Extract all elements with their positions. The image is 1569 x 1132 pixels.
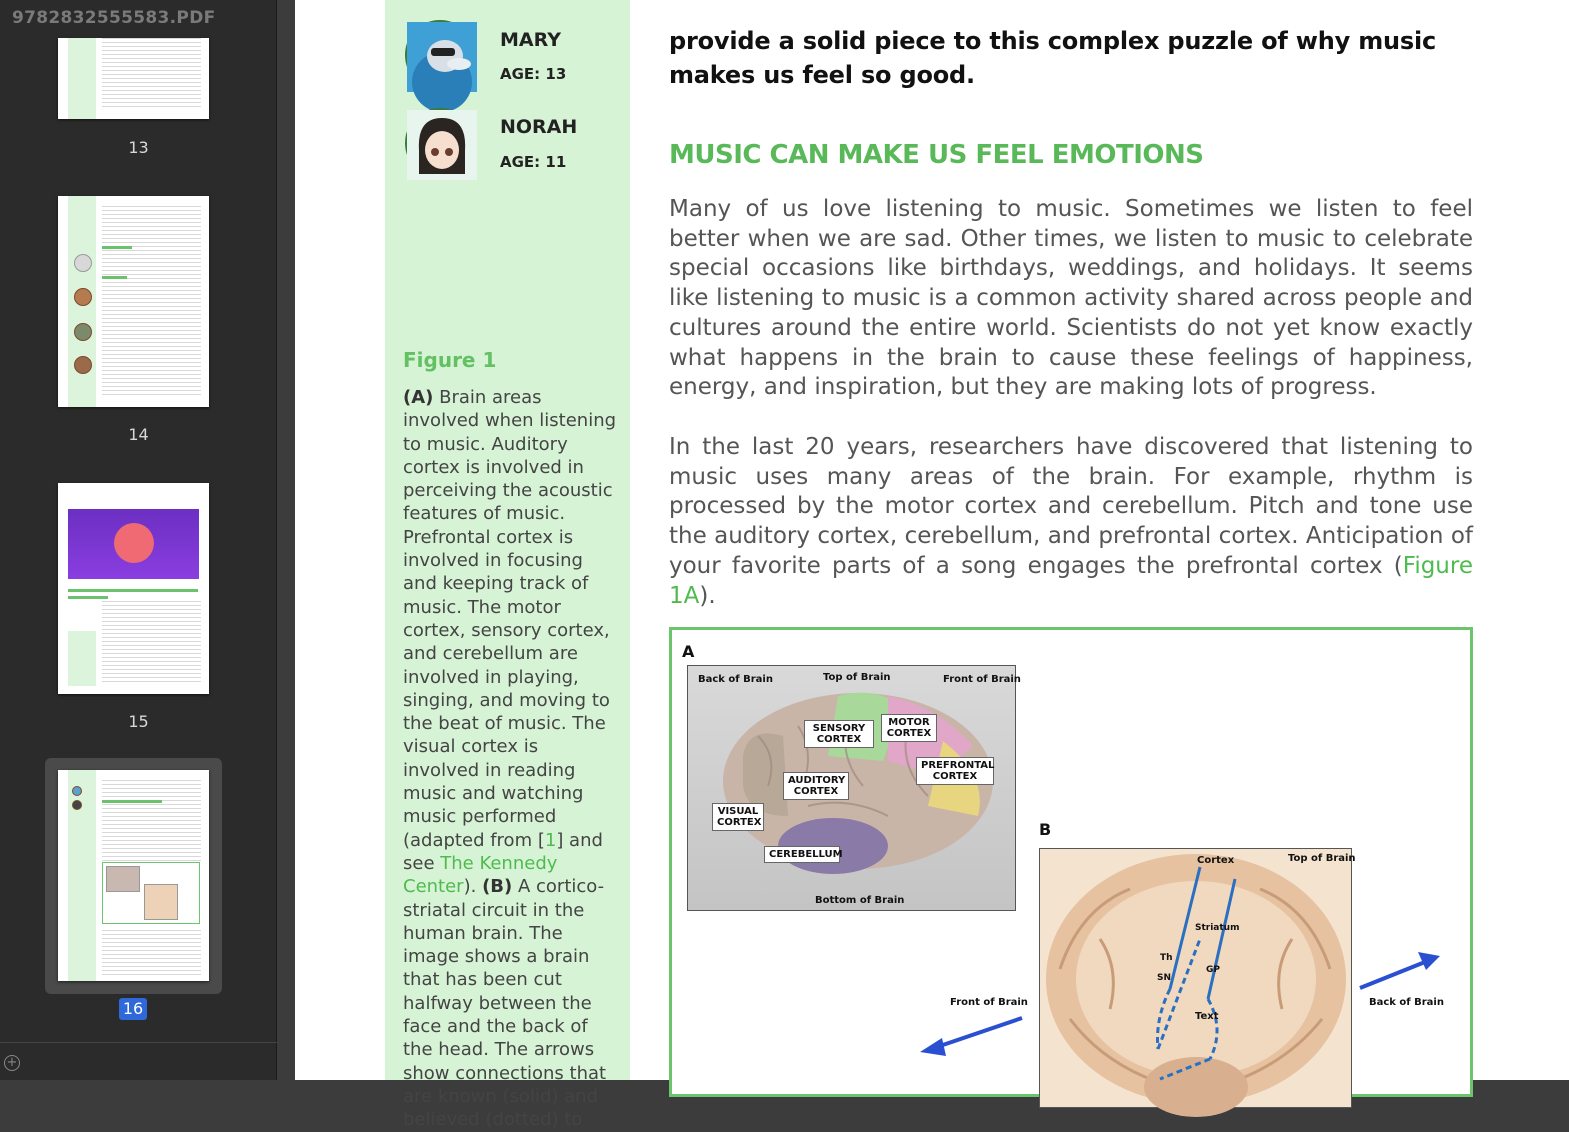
label-gp: GP (1206, 965, 1220, 975)
reviewer-name-mary: MARY (500, 29, 561, 51)
arrow-front-icon (920, 1018, 1022, 1056)
label-cerebellum: CEREBELLUM (764, 846, 840, 863)
page-number-14: 14 (128, 425, 149, 444)
page-thumbnail-13[interactable] (58, 38, 209, 119)
label-bottom-of-brain: Bottom of Brain (815, 895, 905, 906)
panel-b-letter: B (1039, 820, 1052, 839)
arrow-back-icon (1360, 952, 1440, 988)
sidebar-footer (0, 1042, 277, 1080)
reference-link-1[interactable]: 1 (544, 829, 557, 851)
page-thumbnail-16[interactable] (58, 770, 209, 981)
thumbnail-sidebar (0, 0, 277, 1080)
page-number-15: 15 (128, 712, 149, 731)
panel-b-cortico-striatal-circuit (1039, 848, 1356, 1108)
side-column (385, 0, 630, 1131)
figure-caption-text (403, 386, 618, 1132)
caption-b-label: (B) (482, 876, 513, 898)
label-sensory-cortex: SENSORY CORTEX (804, 720, 874, 748)
label-motor-cortex: MOTOR CORTEX (881, 714, 937, 742)
dolphin-avatar-icon (405, 20, 475, 90)
label-text: Text (1195, 1011, 1219, 1022)
page-thumbnail-14[interactable] (58, 196, 209, 407)
intro-text: provide a solid piece to this complex puzzle of why music makes us feel so good. (669, 27, 1437, 89)
paragraph-1: Many of us love listening to music. Sometimes we listen to feel better when we are sad. Other times, we listen to music to celebrate special occasions like birthdays, weddings, and holidays. It seems like listening to music is a common activity shared across people and cultures around the entire world. Scientists do not yet know exactly what happens in the brain to cause these feelings of happiness, energy, and inspiration, but they are making lots of progress. (669, 196, 1473, 401)
caption-b-text: A cortico-striatal circuit in the human brain. The image shows a brain that has been cut halfway between the face and the back of the head. The arrows show connections that are known (solid) and believed (dotted) to (403, 876, 607, 1131)
file-name-title: 9782832555583.PDF (12, 8, 216, 28)
kennedy-center-link[interactable]: The Kennedy Center (403, 852, 558, 898)
label-b-back-of-brain: Back of Brain (1369, 997, 1444, 1008)
label-cortex: Cortex (1197, 855, 1235, 866)
anime-girl-avatar-icon (405, 108, 475, 178)
panel-a-brain-areas (687, 665, 1021, 911)
section-heading: MUSIC CAN MAKE US FEEL EMOTIONS (669, 140, 1204, 170)
page-number-16: 16 (119, 998, 147, 1020)
label-auditory-cortex: AUDITORY CORTEX (783, 772, 849, 800)
reviewer-age-mary: AGE: 13 (500, 65, 567, 83)
panel-a-letter: A (682, 642, 695, 661)
figure-caption-title: Figure 1 (403, 348, 497, 372)
document-page (295, 0, 1569, 1131)
caption-mid-text: ] and see (403, 829, 603, 874)
page-number-13: 13 (128, 138, 149, 157)
reviewer-name-norah: NORAH (500, 116, 578, 138)
label-top-of-brain: Top of Brain (823, 672, 891, 683)
label-b-top-of-brain: Top of Brain (1288, 853, 1356, 864)
caption-a-text: Brain areas involved when listening to music. Auditory cortex is involved in perceiving the acoustic features of music. Prefrontal cortex is involved in focusing and keeping track of music. The motor cortex, sensory cortex, and cerebellum are involved in playing, singing, and moving to the beat of music. The visual cortex is involved in reading music and watching music performed (adapted from [ (403, 387, 617, 851)
figure-1 (669, 627, 1473, 1097)
label-sn: SN (1157, 973, 1172, 983)
label-th: Th (1160, 953, 1173, 963)
caption-a-label: (A) (403, 387, 434, 408)
add-page-icon[interactable]: + (4, 1055, 20, 1071)
caption-after-link: ). (463, 876, 483, 898)
label-prefrontal-cortex: PREFRONTAL CORTEX (916, 757, 994, 785)
paragraph-2 (669, 433, 1473, 611)
label-striatum: Striatum (1195, 923, 1240, 933)
label-front-of-brain: Front of Brain (943, 674, 1021, 685)
paragraph-2-end: ). (699, 582, 716, 609)
page-thumbnail-15[interactable] (58, 483, 209, 694)
label-b-front-of-brain: Front of Brain (950, 997, 1028, 1008)
paragraph-2-text: In the last 20 years, researchers have discovered that listening to music uses many areas of the brain. For example, rhythm is processed by the motor cortex and cerebellum. Pitch and tone use the auditory cortex, cerebellum, and prefrontal cortex. Anticipation of your favorite parts of a song engages the prefrontal cortex ( (669, 434, 1473, 579)
label-back-of-brain: Back of Brain (698, 674, 773, 685)
label-visual-cortex: VISUAL CORTEX (712, 803, 764, 831)
figure-1a-link[interactable]: Figure 1A (669, 552, 1473, 609)
reviewer-age-norah: AGE: 11 (500, 153, 567, 171)
